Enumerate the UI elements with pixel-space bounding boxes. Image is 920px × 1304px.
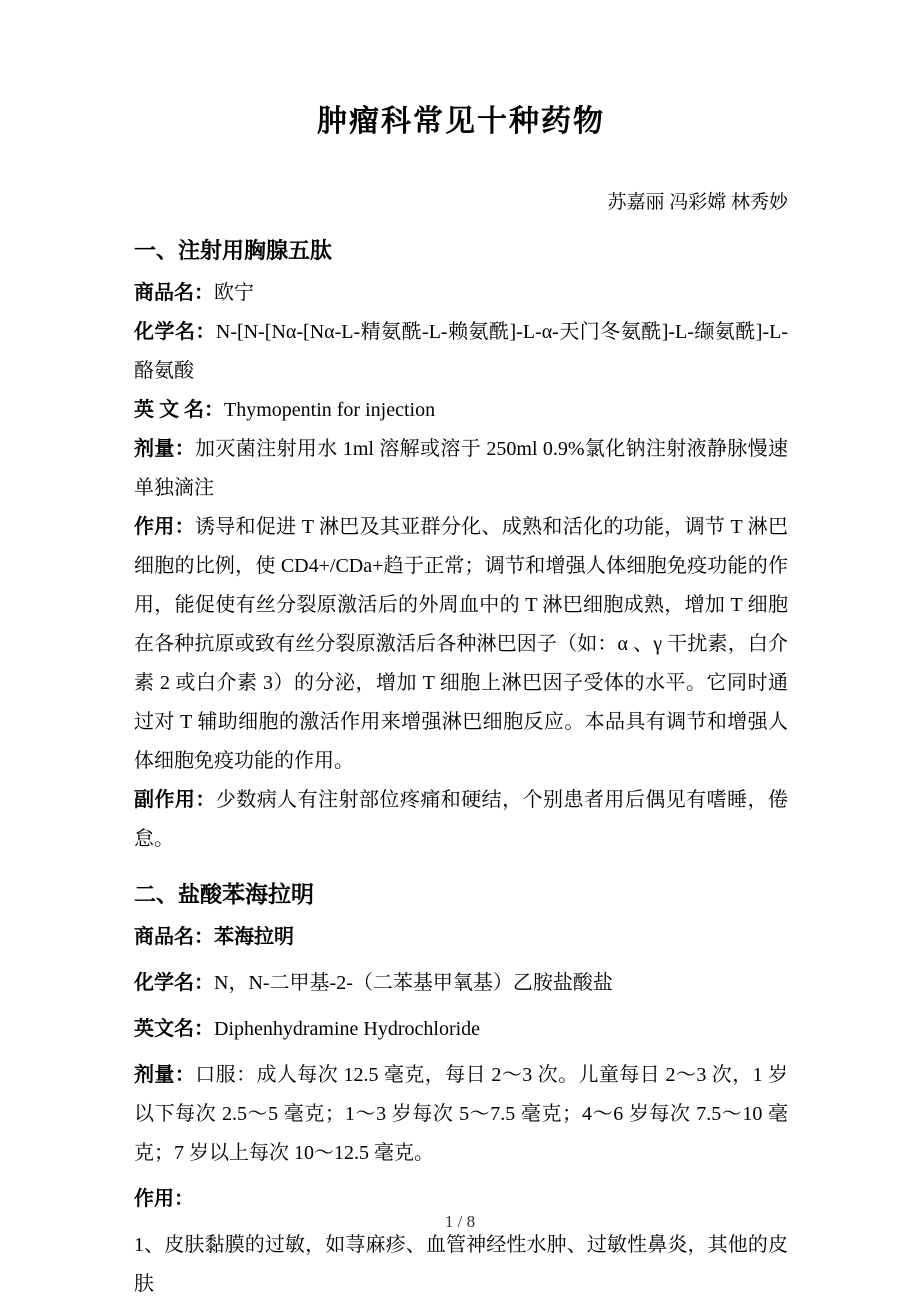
field-label: 商品名：	[134, 926, 214, 948]
field-trade-name	[134, 274, 788, 313]
section-2-heading-prefix: 二、盐酸	[134, 882, 223, 907]
field-text: 少数病人有注射部位疼痛和硬结，个别患者用后偶见有嗜睡，倦怠。	[134, 789, 789, 850]
field-label: 商品名：	[134, 282, 214, 304]
field-label: 化学名：	[134, 321, 216, 343]
field-text: 加灭菌注射用水 1ml 溶解或溶于 250ml 0.9%氯化钠注射液静脉慢速单独滴注	[134, 438, 788, 499]
field-dosage	[134, 1056, 788, 1173]
section-2-heading-name: 苯海拉明	[222, 881, 315, 907]
field-label: 剂量：	[134, 438, 196, 460]
field-english-name	[134, 1010, 788, 1049]
field-label: 剂量：	[134, 1064, 196, 1086]
field-chemical-name	[134, 313, 788, 391]
field-text: Diphenhydramine Hydrochloride	[214, 1018, 481, 1040]
field-chemical-name	[134, 964, 788, 1003]
field-side-effect	[134, 781, 788, 859]
section-1-body	[134, 274, 788, 859]
section-1-heading: 一、注射用胸腺五肽	[134, 238, 333, 263]
field-text: Thymopentin for injection	[224, 399, 436, 421]
field-effect	[134, 508, 788, 781]
page-number: 1 / 8	[444, 1212, 476, 1231]
field-label: 英 文 名：	[134, 399, 224, 421]
field-label: 化学名：	[134, 972, 214, 994]
field-label: 副作用：	[134, 789, 216, 811]
field-effect-item-1	[134, 1226, 788, 1304]
field-english-name	[134, 391, 788, 430]
field-trade-name	[134, 918, 788, 957]
field-label: 作用：	[134, 516, 195, 538]
field-label: 英文名：	[134, 1018, 214, 1040]
authors-line: 苏嘉丽 冯彩嫦 林秀妙	[607, 192, 788, 213]
field-text: N-[N-[Nα-[Nα-L-精氨酰-L-赖氨酰]-L-α-天门冬氨酰]-L-缬氨酰]-L-酪氨酸	[134, 321, 789, 382]
field-text: 苯海拉明	[214, 926, 294, 948]
section-2-body	[134, 918, 788, 1304]
section-2-heading	[134, 879, 788, 910]
field-text: N，N-二甲基-2-（二苯基甲氧基）乙胺盐酸盐	[214, 972, 613, 994]
field-label: 作用：	[134, 1188, 194, 1210]
field-text: 诱导和促进 T 淋巴及其亚群分化、成熟和活化的功能，调节 T 淋巴细胞的比例，使 CD4+/CDa+趋于正常；调节和增强人体细胞免疫功能的作用，能促使有丝分裂原激活后的外周血中的 T 淋巴细胞成熟，增加 T 细胞在各种抗原或致有丝分裂原激活后各种淋巴因子（如：α 、γ 干扰素，白介素 2 或白介素 3）的分泌，增加 T 细胞上淋巴因子受体的水平。它同时通过对 T 辅助细胞的激活作用来增强淋巴细胞反应。本品具有调节和增强人体细胞免疫功能的作用。	[134, 516, 788, 772]
page-title: 肿瘤科常见十种药物	[317, 105, 605, 138]
field-text: 1、皮肤黏膜的过敏，如荨麻疹、血管神经性水肿、过敏性鼻炎，其他的皮肤	[134, 1234, 788, 1295]
field-dosage	[134, 430, 788, 508]
field-text: 欧宁	[214, 282, 254, 304]
field-text: 口服：成人每次 12.5 毫克，每日 2～3 次。儿童每日 2～3 次，1 岁以下每次 2.5～5 毫克；1～3 岁每次 5～7.5 毫克；4～6 岁每次 7.5～10 毫克；7 岁以上每次 10～12.5 毫克。	[134, 1064, 789, 1164]
